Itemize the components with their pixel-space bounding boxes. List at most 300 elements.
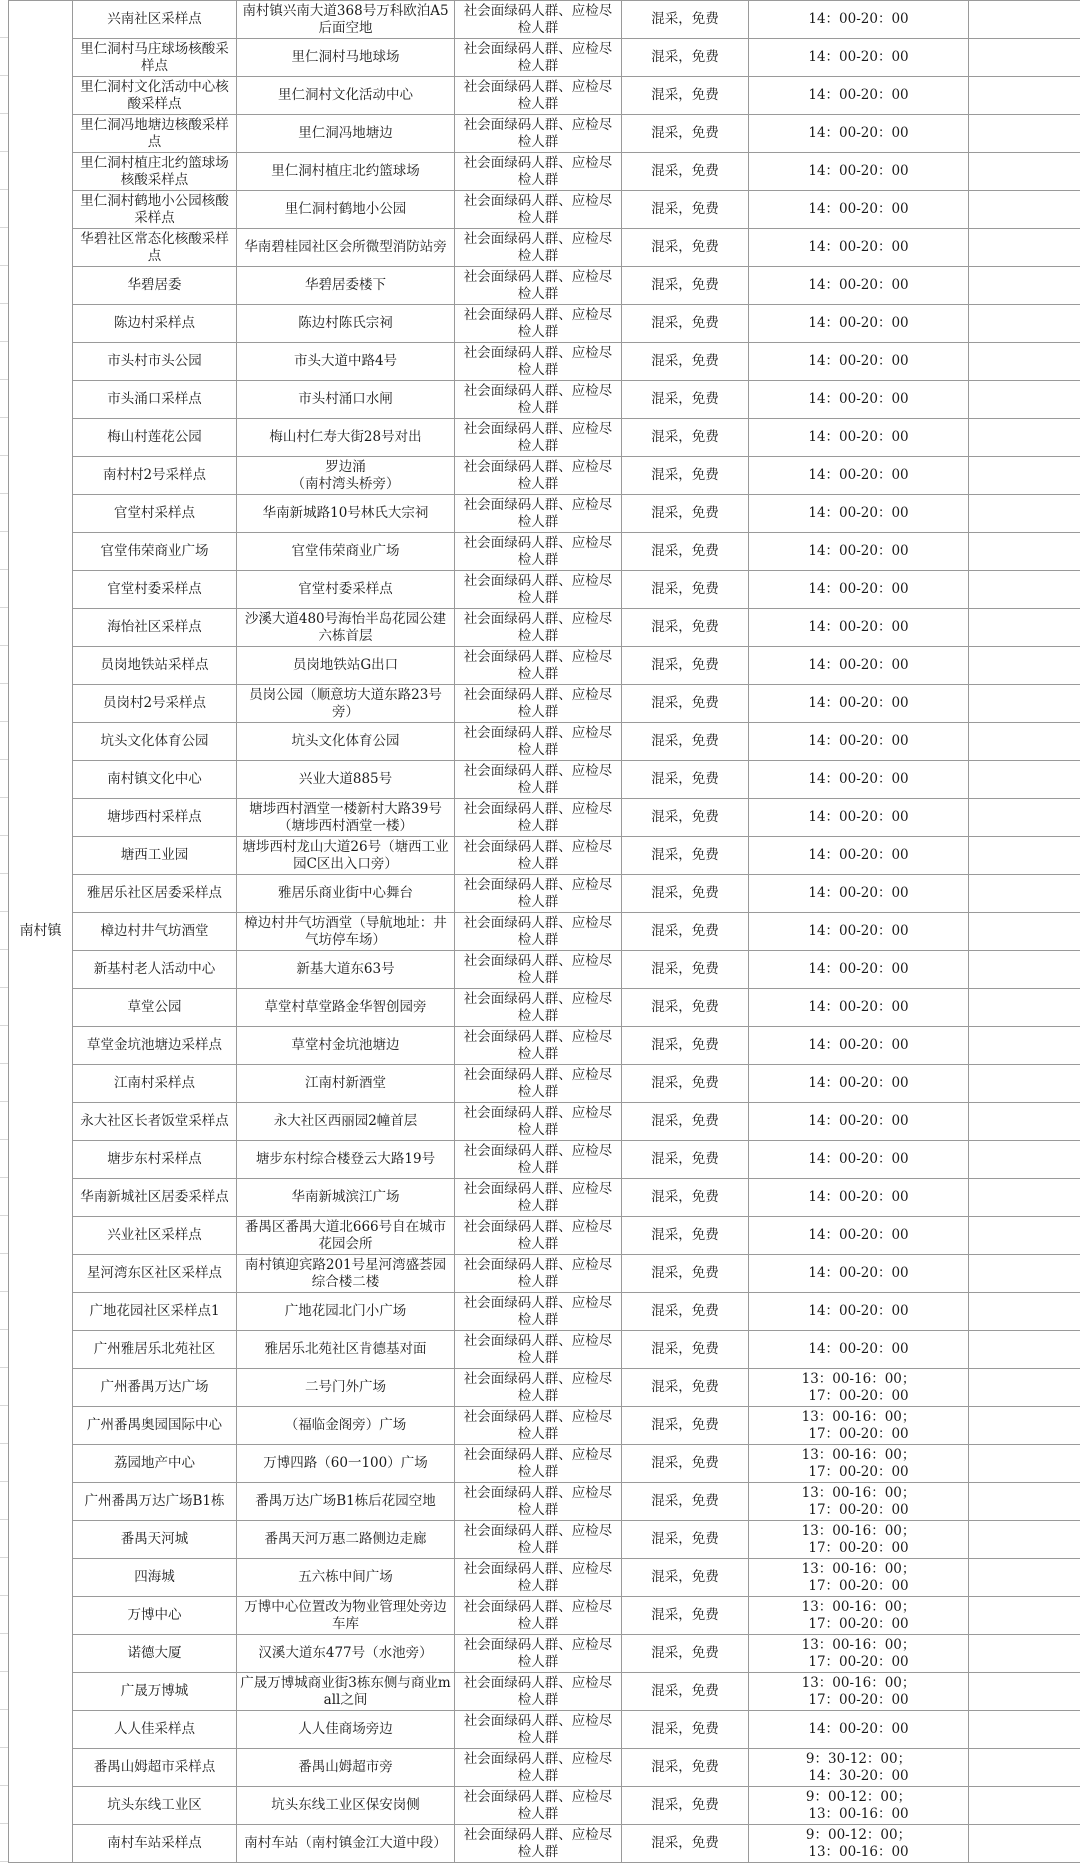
location-cell: 广晟万博城商业街3栋东侧与商业mall之间 [237,1673,455,1711]
remarks-cell [969,913,1080,951]
time-slot: 17：00-20：00 [808,1463,909,1480]
table-row [9,457,1080,495]
target-crowd-cell: 社会面绿码人群、应检尽检人群 [455,343,622,381]
target-crowd-cell: 社会面绿码人群、应检尽检人群 [455,457,622,495]
time-slot: 17：00-20：00 [808,1653,909,1670]
time-slot: 9：00-12：00； [805,1826,912,1843]
sampling-method-cell: 混采，免费 [622,1559,749,1597]
site-name-cell: 万博中心 [73,1597,237,1635]
time-slot: 13：00-16：00； [801,1370,916,1387]
sampling-method-cell: 混采，免费 [622,457,749,495]
time-slot: 14：00-20：00 [808,1303,909,1319]
time-slot: 14：00-20：00 [808,1341,909,1357]
location-cell: 二号门外广场 [237,1369,455,1407]
site-name-cell: 梅山村莲花公园 [73,419,237,457]
opening-time-cell [749,1065,969,1103]
sampling-method-cell: 混采，免费 [622,1749,749,1787]
remarks-cell [969,1369,1080,1407]
site-name-cell: 广州番禺奥园国际中心 [73,1407,237,1445]
sampling-method-cell: 混采，免费 [622,837,749,875]
site-name-cell: 诺德大厦 [73,1635,237,1673]
site-name-cell: 江南村采样点 [73,1065,237,1103]
opening-time-cell [749,1787,969,1825]
time-slot: 9：30-12：00； [805,1750,912,1767]
target-crowd-cell: 社会面绿码人群、应检尽检人群 [455,267,622,305]
sampling-method-cell: 混采，免费 [622,1407,749,1445]
location-cell: 坑头东线工业区保安岗侧 [237,1787,455,1825]
location-cell: 里仁洞村植庄北约篮球场 [237,153,455,191]
opening-time-cell [749,913,969,951]
time-slot: 14：00-20：00 [808,353,909,369]
target-crowd-cell: 社会面绿码人群、应检尽检人群 [455,989,622,1027]
sampling-method-cell: 混采，免费 [622,533,749,571]
sampling-method-cell: 混采，免费 [622,1483,749,1521]
site-name-cell: 广州番禺万达广场 [73,1369,237,1407]
target-crowd-cell: 社会面绿码人群、应检尽检人群 [455,1,622,39]
opening-time-cell [749,1635,969,1673]
target-crowd-cell: 社会面绿码人群、应检尽检人群 [455,1027,622,1065]
time-slot: 17：00-20：00 [808,1691,909,1708]
remarks-cell [969,1141,1080,1179]
time-slot: 13：00-16：00； [801,1598,916,1615]
table-row [9,571,1080,609]
remarks-cell [969,343,1080,381]
location-cell: 塘埗西村龙山大道26号（塘西工业园C区出入口旁） [237,837,455,875]
opening-time-cell [749,1749,969,1787]
time-slot: 14：00-20：00 [808,429,909,445]
location-cell: 坑头文化体育公园 [237,723,455,761]
target-crowd-cell: 社会面绿码人群、应检尽检人群 [455,229,622,267]
opening-time-cell [749,761,969,799]
time-slot: 14：00-20：00 [808,581,909,597]
target-crowd-cell: 社会面绿码人群、应检尽检人群 [455,419,622,457]
time-slot: 14：00-20：00 [808,999,909,1015]
remarks-cell [969,1673,1080,1711]
remarks-cell [969,723,1080,761]
table-row [9,305,1080,343]
opening-time-cell [749,533,969,571]
time-slot: 14：00-20：00 [808,1151,909,1167]
time-slot: 17：00-20：00 [808,1577,909,1594]
target-crowd-cell: 社会面绿码人群、应检尽检人群 [455,115,622,153]
target-crowd-cell: 社会面绿码人群、应检尽检人群 [455,305,622,343]
opening-time-cell [749,381,969,419]
location-cell: 官堂伟荣商业广场 [237,533,455,571]
site-name-cell: 陈边村采样点 [73,305,237,343]
remarks-cell [969,419,1080,457]
remarks-cell [969,305,1080,343]
time-slot: 14：00-20：00 [808,1227,909,1243]
location-cell: 番禺山姆超市旁 [237,1749,455,1787]
target-crowd-cell: 社会面绿码人群、应检尽检人群 [455,761,622,799]
target-crowd-cell: 社会面绿码人群、应检尽检人群 [455,875,622,913]
remarks-cell [969,77,1080,115]
remarks-cell [969,1559,1080,1597]
site-name-cell: 塘西工业园 [73,837,237,875]
sampling-method-cell: 混采，免费 [622,951,749,989]
remarks-cell [969,875,1080,913]
site-name-cell: 官堂伟荣商业广场 [73,533,237,571]
sampling-method-cell: 混采，免费 [622,989,749,1027]
opening-time-cell [749,419,969,457]
location-cell: 里仁洞村马地球场 [237,39,455,77]
time-slot: 13：00-16：00； [801,1446,916,1463]
sampling-method-cell: 混采，免费 [622,1027,749,1065]
time-slot: 14：00-20：00 [808,315,909,331]
time-slot: 14：00-20：00 [808,657,909,673]
target-crowd-cell: 社会面绿码人群、应检尽检人群 [455,1217,622,1255]
sampling-method-cell: 混采，免费 [622,913,749,951]
table-row [9,1217,1080,1255]
remarks-cell [969,495,1080,533]
location-cell: 江南村新酒堂 [237,1065,455,1103]
location-cell: 汉溪大道东477号（水池旁） [237,1635,455,1673]
time-slot: 17：00-20：00 [808,1387,909,1404]
remarks-cell [969,1711,1080,1749]
time-slot: 14：00-20：00 [808,1113,909,1129]
time-slot: 13：00-16：00； [801,1636,916,1653]
opening-time-cell [749,1597,969,1635]
sampling-method-cell: 混采，免费 [622,1787,749,1825]
time-slot: 14：30-20：00 [808,1767,909,1784]
table-row [9,267,1080,305]
table-row [9,115,1080,153]
target-crowd-cell: 社会面绿码人群、应检尽检人群 [455,685,622,723]
remarks-cell [969,267,1080,305]
time-slot: 14：00-20：00 [808,391,909,407]
site-name-cell: 广地花园社区采样点1 [73,1293,237,1331]
target-crowd-cell: 社会面绿码人群、应检尽检人群 [455,39,622,77]
location-cell: 新基大道东63号 [237,951,455,989]
sampling-method-cell: 混采，免费 [622,1103,749,1141]
site-name-cell: 坑头东线工业区 [73,1787,237,1825]
time-slot: 14：00-20：00 [808,163,909,179]
target-crowd-cell: 社会面绿码人群、应检尽检人群 [455,1331,622,1369]
time-slot: 17：00-20：00 [808,1425,909,1442]
table-row [9,343,1080,381]
table-row [9,799,1080,837]
location-cell: 官堂村委采样点 [237,571,455,609]
table-row [9,1521,1080,1559]
opening-time-cell [749,989,969,1027]
site-name-cell: 南村车站采样点 [73,1825,237,1863]
sampling-method-cell: 混采，免费 [622,39,749,77]
location-cell: 樟边村井气坊酒堂（导航地址：井气坊停车场） [237,913,455,951]
opening-time-cell [749,609,969,647]
location-cell: 兴业大道885号 [237,761,455,799]
location-cell: 永大社区西丽园2幢首层 [237,1103,455,1141]
sampling-method-cell: 混采，免费 [622,1369,749,1407]
time-slot: 17：00-20：00 [808,1539,909,1556]
site-name-cell: 坑头文化体育公园 [73,723,237,761]
target-crowd-cell: 社会面绿码人群、应检尽检人群 [455,1825,622,1863]
time-slot: 14：00-20：00 [808,543,909,559]
site-name-cell: 广晟万博城 [73,1673,237,1711]
remarks-cell [969,837,1080,875]
remarks-cell [969,1293,1080,1331]
opening-time-cell [749,951,969,989]
site-name-cell: 员岗地铁站采样点 [73,647,237,685]
table-row [9,723,1080,761]
table-row [9,1179,1080,1217]
opening-time-cell [749,1407,969,1445]
table-row [9,381,1080,419]
opening-time-cell [749,1179,969,1217]
table-row [9,419,1080,457]
opening-time-cell [749,115,969,153]
sampling-method-cell: 混采，免费 [622,1673,749,1711]
site-name-cell: 里仁洞村马庄球场核酸采样点 [73,39,237,77]
opening-time-cell [749,1521,969,1559]
remarks-cell [969,571,1080,609]
time-slot: 9：00-12：00； [805,1788,912,1805]
target-crowd-cell: 社会面绿码人群、应检尽检人群 [455,1711,622,1749]
location-cell: 里仁洞冯地塘边 [237,115,455,153]
site-name-cell: 里仁洞村植庄北约篮球场核酸采样点 [73,153,237,191]
table-row [9,1407,1080,1445]
time-slot: 14：00-20：00 [808,1265,909,1281]
table-row [9,1787,1080,1825]
location-cell: 广地花园北门小广场 [237,1293,455,1331]
site-name-cell: 塘步东村采样点 [73,1141,237,1179]
time-slot: 14：00-20：00 [808,695,909,711]
table-row [9,1331,1080,1369]
sampling-method-cell: 混采，免费 [622,1,749,39]
location-cell: 员岗公园（顺意坊大道东路23号旁） [237,685,455,723]
sampling-method-cell: 混采，免费 [622,381,749,419]
spreadsheet-row-gutter [0,0,8,1870]
sampling-method-cell: 混采，免费 [622,191,749,229]
time-slot: 14：00-20：00 [808,11,909,27]
target-crowd-cell: 社会面绿码人群、应检尽检人群 [455,495,622,533]
table-row [9,1141,1080,1179]
opening-time-cell [749,1331,969,1369]
time-slot: 14：00-20：00 [808,49,909,65]
time-slot: 14：00-20：00 [808,201,909,217]
remarks-cell [969,1749,1080,1787]
location-cell: 南村镇迎宾路201号星河湾盛荟园综合楼二楼 [237,1255,455,1293]
remarks-cell [969,1179,1080,1217]
time-slot: 14：00-20：00 [808,961,909,977]
site-name-cell: 员岗村2号采样点 [73,685,237,723]
opening-time-cell [749,191,969,229]
opening-time-cell [749,343,969,381]
sampling-method-cell: 混采，免费 [622,1445,749,1483]
table-row [9,1027,1080,1065]
location-cell: 陈边村陈氏宗祠 [237,305,455,343]
location-cell: 里仁洞村鹤地小公园 [237,191,455,229]
opening-time-cell [749,39,969,77]
sampling-method-cell: 混采，免费 [622,1331,749,1369]
opening-time-cell [749,837,969,875]
site-name-cell: 兴南社区采样点 [73,1,237,39]
site-name-cell: 里仁洞冯地塘边核酸采样点 [73,115,237,153]
sampling-method-cell: 混采，免费 [622,1597,749,1635]
time-slot: 14：00-20：00 [808,1189,909,1205]
opening-time-cell [749,1027,969,1065]
opening-time-cell [749,77,969,115]
table-row [9,685,1080,723]
site-name-cell: 华碧居委 [73,267,237,305]
sampling-method-cell: 混采，免费 [622,495,749,533]
target-crowd-cell: 社会面绿码人群、应检尽检人群 [455,1369,622,1407]
site-name-cell: 塘埗西村采样点 [73,799,237,837]
time-slot: 14：00-20：00 [808,467,909,483]
remarks-cell [969,191,1080,229]
location-cell: 梅山村仁寿大街28号对出 [237,419,455,457]
remarks-cell [969,989,1080,1027]
opening-time-cell [749,229,969,267]
remarks-cell [969,1597,1080,1635]
target-crowd-cell: 社会面绿码人群、应检尽检人群 [455,153,622,191]
site-name-cell: 华南新城社区居委采样点 [73,1179,237,1217]
time-slot: 14：00-20：00 [808,1721,909,1737]
location-cell: 南村镇兴南大道368号万科欧泊A5后面空地 [237,1,455,39]
target-crowd-cell: 社会面绿码人群、应检尽检人群 [455,1445,622,1483]
site-name-cell: 星河湾东区社区采样点 [73,1255,237,1293]
table-row [9,1369,1080,1407]
sampling-method-cell: 混采，免费 [622,1065,749,1103]
sampling-sites-table [8,0,1080,1863]
time-slot: 13：00-16：00； [801,1522,916,1539]
remarks-cell [969,153,1080,191]
remarks-cell [969,761,1080,799]
sampling-method-cell: 混采，免费 [622,229,749,267]
remarks-cell [969,1521,1080,1559]
sampling-method-cell: 混采，免费 [622,1179,749,1217]
site-name-cell: 广州雅居乐北苑社区 [73,1331,237,1369]
remarks-cell [969,1635,1080,1673]
opening-time-cell [749,1255,969,1293]
remarks-cell [969,647,1080,685]
target-crowd-cell: 社会面绿码人群、应检尽检人群 [455,1293,622,1331]
location-cell: 草堂村金坑池塘边 [237,1027,455,1065]
opening-time-cell [749,1445,969,1483]
site-name-cell: 里仁洞村鹤地小公园核酸采样点 [73,191,237,229]
location-cell: 南村车站（南村镇金江大道中段） [237,1825,455,1863]
location-cell: 市头村涌口水闸 [237,381,455,419]
time-slot: 14：00-20：00 [808,733,909,749]
time-slot: 14：00-20：00 [808,1075,909,1091]
sampling-method-cell: 混采，免费 [622,153,749,191]
remarks-cell [969,1483,1080,1521]
target-crowd-cell: 社会面绿码人群、应检尽检人群 [455,77,622,115]
sampling-method-cell: 混采，免费 [622,1635,749,1673]
site-name-cell: 樟边村井气坊酒堂 [73,913,237,951]
site-name-cell: 官堂村采样点 [73,495,237,533]
site-name-cell: 雅居乐社区居委采样点 [73,875,237,913]
time-slot: 14：00-20：00 [808,847,909,863]
target-crowd-cell: 社会面绿码人群、应检尽检人群 [455,1255,622,1293]
remarks-cell [969,229,1080,267]
opening-time-cell [749,685,969,723]
location-cell: 番禺天河万惠二路侧边走廊 [237,1521,455,1559]
site-name-cell: 南村村2号采样点 [73,457,237,495]
remarks-cell [969,1065,1080,1103]
remarks-cell [969,951,1080,989]
sampling-method-cell: 混采，免费 [622,799,749,837]
opening-time-cell [749,457,969,495]
time-slot: 13：00-16：00 [808,1805,909,1822]
opening-time-cell [749,1673,969,1711]
time-slot: 13：00-16：00 [808,1843,909,1860]
table-row [9,533,1080,571]
table-row [9,1597,1080,1635]
sampling-method-cell: 混采，免费 [622,267,749,305]
location-cell: 万博中心位置改为物业管理处旁边车库 [237,1597,455,1635]
site-name-cell: 番禺天河城 [73,1521,237,1559]
time-slot: 14：00-20：00 [808,125,909,141]
opening-time-cell [749,305,969,343]
target-crowd-cell: 社会面绿码人群、应检尽检人群 [455,1141,622,1179]
opening-time-cell [749,723,969,761]
table-row [9,1673,1080,1711]
opening-time-cell [749,1103,969,1141]
target-crowd-cell: 社会面绿码人群、应检尽检人群 [455,1483,622,1521]
target-crowd-cell: 社会面绿码人群、应检尽检人群 [455,191,622,229]
table-row [9,1711,1080,1749]
location-cell: 雅居乐北苑社区肯德基对面 [237,1331,455,1369]
time-slot: 14：00-20：00 [808,771,909,787]
sampling-method-cell: 混采，免费 [622,419,749,457]
location-cell: 沙溪大道480号海怡半岛花园公建六栋首层 [237,609,455,647]
site-name-cell: 里仁洞村文化活动中心核酸采样点 [73,77,237,115]
location-cell: 华南碧桂园社区会所微型消防站旁 [237,229,455,267]
table-row [9,761,1080,799]
target-crowd-cell: 社会面绿码人群、应检尽检人群 [455,1521,622,1559]
target-crowd-cell: 社会面绿码人群、应检尽检人群 [455,1673,622,1711]
table-row [9,913,1080,951]
remarks-cell [969,1027,1080,1065]
target-crowd-cell: 社会面绿码人群、应检尽检人群 [455,1559,622,1597]
table-row [9,1445,1080,1483]
target-crowd-cell: 社会面绿码人群、应检尽检人群 [455,723,622,761]
remarks-cell [969,1331,1080,1369]
time-slot: 13：00-16：00； [801,1560,916,1577]
sampling-method-cell: 混采，免费 [622,305,749,343]
target-crowd-cell: 社会面绿码人群、应检尽检人群 [455,533,622,571]
time-slot: 14：00-20：00 [808,809,909,825]
time-slot: 14：00-20：00 [808,277,909,293]
site-name-cell: 荔园地产中心 [73,1445,237,1483]
target-crowd-cell: 社会面绿码人群、应检尽检人群 [455,1749,622,1787]
remarks-cell [969,533,1080,571]
sampling-method-cell: 混采，免费 [622,875,749,913]
site-name-cell: 四海城 [73,1559,237,1597]
remarks-cell [969,609,1080,647]
location-cell: 塘埗西村酒堂一楼新村大路39号（塘埗西村酒堂一楼） [237,799,455,837]
table-row [9,875,1080,913]
target-crowd-cell: 社会面绿码人群、应检尽检人群 [455,913,622,951]
time-slot: 14：00-20：00 [808,239,909,255]
remarks-cell [969,1407,1080,1445]
site-name-cell: 市头村市头公园 [73,343,237,381]
opening-time-cell [749,1559,969,1597]
target-crowd-cell: 社会面绿码人群、应检尽检人群 [455,1787,622,1825]
site-name-cell: 南村镇文化中心 [73,761,237,799]
sampling-method-cell: 混采，免费 [622,1255,749,1293]
sampling-method-cell: 混采，免费 [622,115,749,153]
time-slot: 14：00-20：00 [808,885,909,901]
site-name-cell: 番禺山姆超市采样点 [73,1749,237,1787]
time-slot: 13：00-16：00； [801,1484,916,1501]
remarks-cell [969,457,1080,495]
sampling-method-cell: 混采，免费 [622,571,749,609]
opening-time-cell [749,799,969,837]
sampling-method-cell: 混采，免费 [622,1217,749,1255]
location-cell: 里仁洞村文化活动中心 [237,77,455,115]
sampling-method-cell: 混采，免费 [622,1521,749,1559]
